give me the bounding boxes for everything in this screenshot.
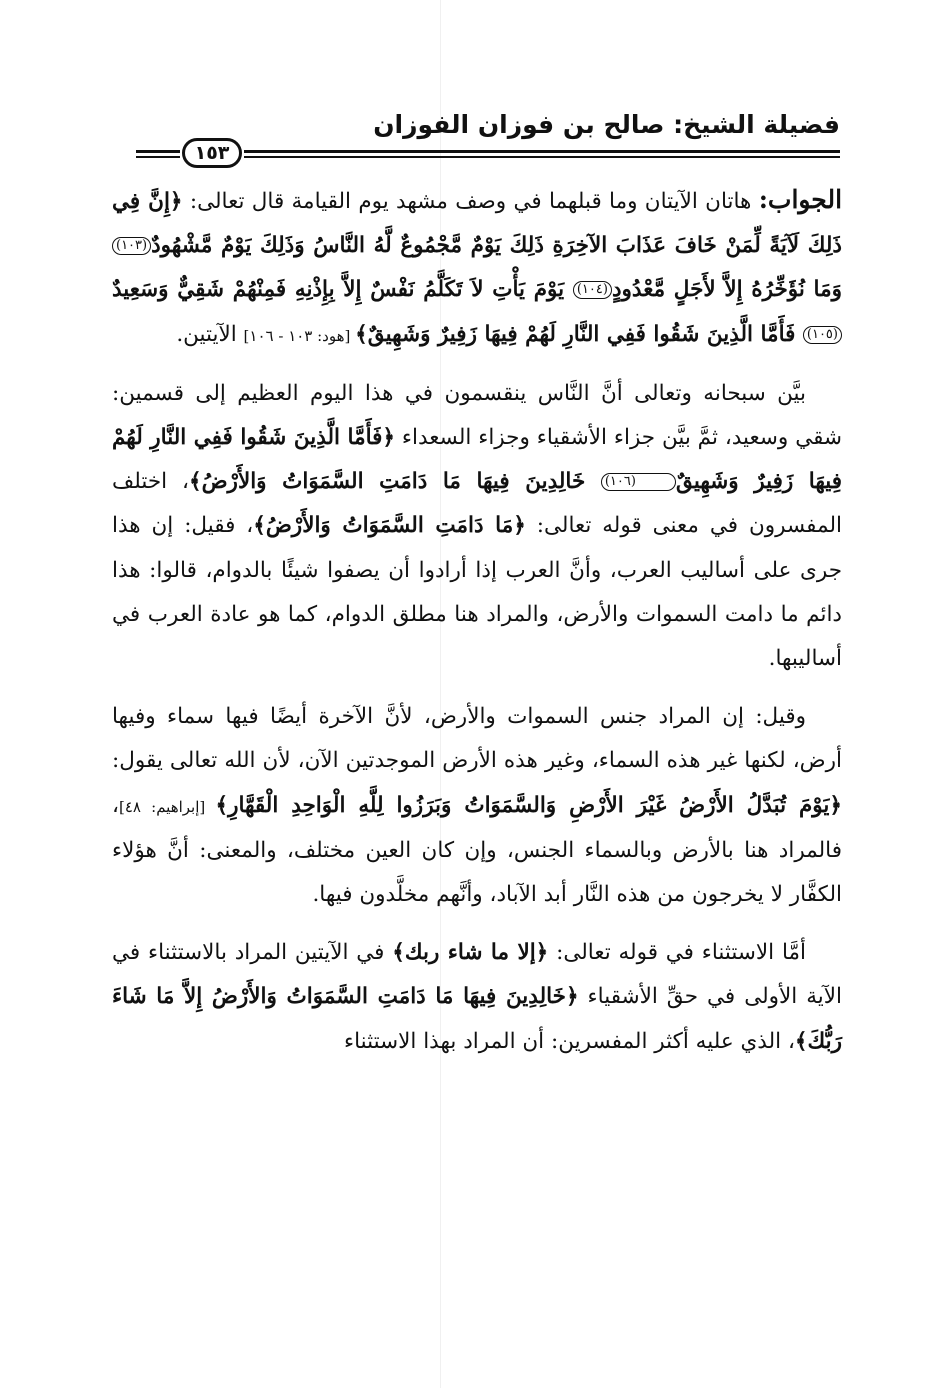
- paragraph: [112, 178, 842, 358]
- answer-label: الجواب:: [758, 185, 843, 214]
- text-run: هاتان الآيتان وما قبلهما في وصف مشهد يوم القيامة قال تعالى:: [182, 189, 759, 214]
- quran-quote: خَالِدِينَ فِيهَا مَا دَامَتِ السَّمَوَاتُ وَالأَرْضُ﴾: [188, 469, 601, 495]
- paragraph: [112, 931, 842, 1064]
- header-rule-left: [136, 150, 180, 158]
- text-run: أمَّا الاستثناء في قوله تعالى:: [548, 940, 806, 966]
- verse-number: (١٠٤): [573, 281, 612, 299]
- verse-number: (١٠٥): [803, 326, 842, 344]
- verse-number: (١٠٣): [112, 237, 151, 255]
- quran-quote: ﴿إلا ما شاء ربك﴾: [392, 940, 549, 966]
- verse-number: (١٠٦): [601, 473, 676, 491]
- text-run: ، الذي عليه أكثر المفسرين: أن المراد بهذا الاستثناء: [344, 1028, 795, 1054]
- quran-quote: ﴿مَا دَامَتِ السَّمَوَاتُ وَالأَرْضُ﴾: [253, 513, 526, 539]
- text-run: ، فالمراد هنا بالأرض وبالسماء الجنس، وإن كان العين مختلف، والمعنى: أنَّ هؤلاء الكفَّار لا يخرجون من هذه النَّار أبد الآباد، وأنَّهم مخلَّدون فيها.: [112, 792, 842, 908]
- quran-quote: فَأَمَّا الَّذِينَ شَقُوا فَفِي النَّارِ لَهُمْ فِيهَا زَفِيرٌ وَشَهِيقٌ﴾: [355, 321, 803, 347]
- text-run: الآيتين.: [176, 321, 244, 347]
- quran-quote: ﴿يَوْمَ تُبَدَّلُ الأَرْضُ غَيْرَ الأَرْضِ وَالسَّمَوَاتُ وَبَرَزُوا لِلَّهِ الْوَاحِدِ الْقَهَّارِ﴾: [215, 792, 842, 818]
- quran-quote: ﴿خَالِدِينَ فِيهَا مَا دَامَتِ السَّمَوَاتُ وَالأَرْضُ إِلاَّ مَا شَاءَ رَبُّكَ﴾: [112, 984, 842, 1054]
- text-run: ، اختلف المفسرون في معنى قوله تعالى:: [112, 469, 843, 539]
- quran-quote: وَمَا نُؤَخِّرُهُ إِلاَّ لأَجَلٍ مَّعْدُودٍ: [611, 277, 842, 303]
- surah-reference: [إبراهيم: ٤٨]: [118, 797, 216, 816]
- text-run: ، فقيل: إن هذا جرى على أساليب العرب، وأنَّ العرب إذا أرادوا أن يصفوا شيئًا بالدوام، قالوا: هذا دائم ما دامت السموات والأرض، والمراد هنا مطلق الدوام، كما هو عادة العرب في أساليبها.: [112, 513, 842, 672]
- quran-quote: ﴿فَأَمَّا الَّذِينَ شَقُوا فَفِي النَّارِ لَهُمْ فِيهَا زَفِيرٌ وَشَهِيقٌ: [112, 425, 843, 495]
- surah-reference: [هود: ١٠٣ - ١٠٦]: [243, 326, 356, 345]
- text-run: وقيل: إن المراد جنس السموات والأرض، لأنَّ الآخرة أيضًا فيها سماء وفيها أرض، لكنها غير هذه السماء، وغير هذه الأرض الموجدتين الآن، لأن الله تعالى يقول:: [112, 704, 842, 774]
- quran-quote: ﴿إِنَّ فِي ذَلِكَ لَآيَةً لِّمَنْ خَافَ عَذَابَ الآخِرَةِ ذَلِكَ يَوْمٌ مَّجْمُوعٌ لَّهُ النَّاسُ وَذَلِكَ يَوْمٌ مَّشْهُودٌ: [112, 189, 842, 259]
- paragraph: [112, 372, 842, 681]
- quran-quote: يَوْمَ يَأْتِ لاَ تَكَلَّمُ نَفْسٌ إِلاَّ بِإِذْنِهِ فَمِنْهُمْ شَقِيٌّ وَسَعِيدٌ: [112, 277, 573, 303]
- page-body: [112, 178, 842, 1078]
- text-run: في الآيتين المراد بالاستثناء في الآية الأولى في حقِّ الأشقياء: [112, 940, 843, 1010]
- text-run: بيَّن سبحانه وتعالى أنَّ النَّاس ينقسمون في هذا اليوم العظيم إلى قسمين: شقي وسعيد، ثمَّ بيَّن جزاء الأشقياء وجزاء السعداء: [112, 380, 843, 451]
- paragraph: [112, 695, 842, 917]
- page-header-title: فضيلة الشيخ: صالح بن فوزان الفوزان: [373, 110, 840, 139]
- header-rule-right: [244, 150, 840, 158]
- page-number-badge: ١٥٣: [182, 138, 242, 168]
